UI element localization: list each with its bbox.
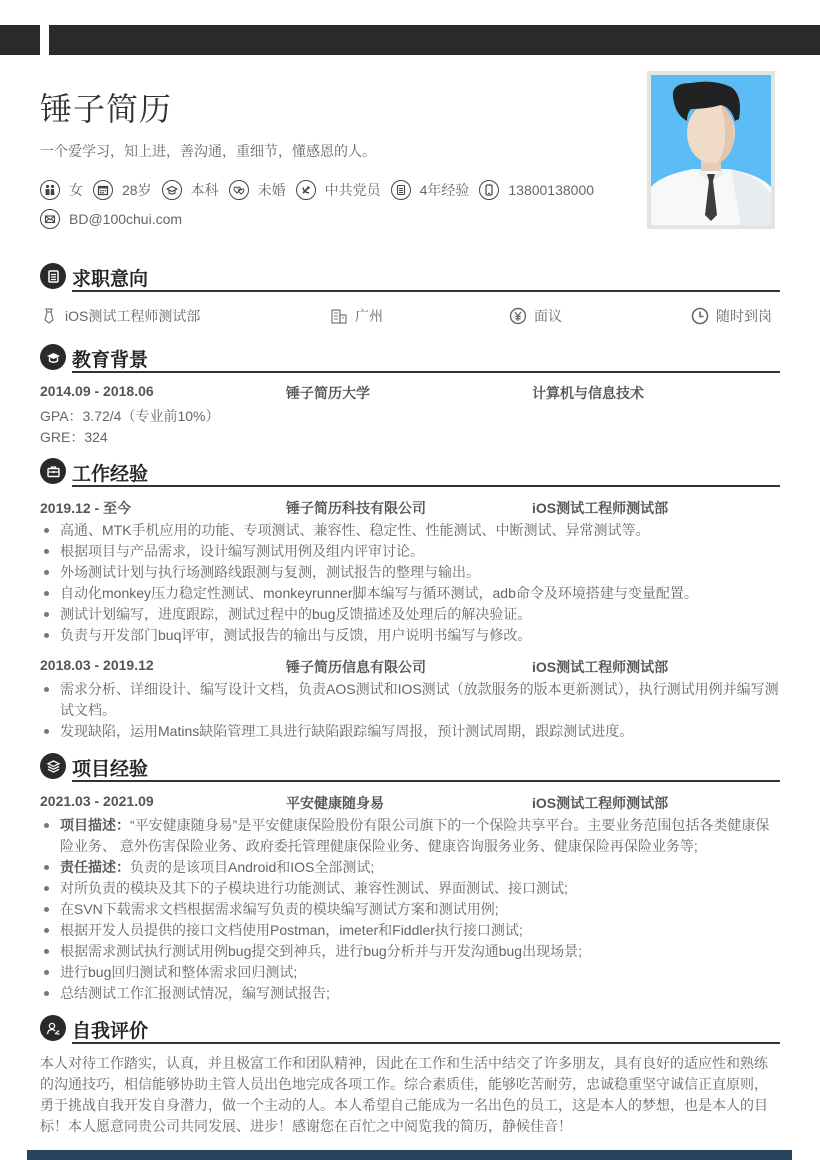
info-age (93, 180, 152, 200)
intent-availability-value: 随时到岗 (716, 308, 772, 324)
project-entry-header (40, 793, 780, 813)
project-bullets (40, 815, 780, 1004)
project-description (40, 815, 780, 857)
intent-city-value: 广州 (355, 308, 383, 324)
building-icon (330, 307, 348, 325)
education-gre: GRE：324 (40, 429, 108, 445)
yen-icon (509, 307, 527, 325)
project-period: 2021.03 - 2021.09 (40, 793, 154, 809)
info-marital (229, 180, 286, 200)
info-experience (391, 180, 470, 200)
section-intent (40, 263, 780, 291)
person-icon (40, 1015, 66, 1041)
marital-value: 未婚 (257, 182, 286, 198)
tie-icon (40, 307, 58, 325)
gender-value: 女 (69, 182, 83, 198)
work-company: 锤子简历信息有限公司 (286, 659, 426, 675)
info-party (296, 180, 381, 200)
section-title: 求职意向 (72, 269, 149, 290)
experience-value: 4年经验 (419, 182, 470, 198)
job-intent-row (40, 306, 780, 328)
section-divider (72, 485, 780, 487)
intent-city (330, 306, 383, 326)
description-label: 项目描述： (60, 817, 130, 833)
section-divider (72, 371, 780, 373)
briefcase-icon (40, 458, 66, 484)
list-item: 测试计划编写，进度跟踪，测试过程中的bug反馈描述及处理后的解决验证。 (40, 604, 780, 625)
info-phone (479, 180, 594, 200)
graduation-cap-icon (40, 344, 66, 370)
basic-info-row (40, 180, 604, 200)
hearts-icon (229, 180, 249, 200)
education-school: 锤子简历大学 (286, 385, 370, 401)
layers-icon (40, 753, 66, 779)
footer-bar (27, 1150, 792, 1160)
calendar-icon (93, 180, 113, 200)
resume-name: 锤子简历 (40, 91, 173, 127)
list-item: 需求分析、详细设计、编写设计文档，负责AOS测试和IOS测试（放款服务的版本更新测试），执行测试用例并编写测试文档。 (40, 679, 780, 721)
section-title: 教育背景 (72, 350, 149, 371)
party-value: 中共党员 (324, 182, 381, 198)
list-item: 对所负责的模块及其下的子模块进行功能测试、兼容性测试、界面测试、接口测试; (40, 878, 780, 899)
project-role: iOS测试工程师测试部 (532, 795, 669, 811)
work-entry-1-bullets (40, 520, 780, 646)
info-email (40, 209, 182, 229)
responsibility-text: 负责的是该项目Android和IOS全部测试; (130, 859, 375, 875)
info-gender (40, 180, 83, 200)
graduation-icon (162, 180, 182, 200)
intent-salary (509, 306, 562, 326)
section-divider (72, 290, 780, 292)
list-item: 根据需求测试执行测试用例bug提交到神兵，进行bug分析并与开发沟通bug出现场景; (40, 941, 780, 962)
intent-position-value: iOS测试工程师测试部 (65, 308, 201, 324)
work-entry-2-bullets (40, 679, 780, 742)
list-item: 总结测试工作汇报测试情况，编写测试报告; (40, 983, 780, 1004)
education-entry (40, 383, 780, 403)
phone-icon (479, 180, 499, 200)
age-value: 28岁 (122, 182, 152, 198)
list-item: 外场测试计划与执行场测路线跟测与复测，测试报告的整理与输出。 (40, 562, 780, 583)
work-role: iOS测试工程师测试部 (532, 500, 669, 516)
intent-availability (691, 306, 772, 326)
list-item: 高通、MTK手机应用的功能、专项测试、兼容性、稳定性、性能测试、中断测试、异常测试等。 (40, 520, 780, 541)
section-divider (72, 780, 780, 782)
self-evaluation-text: 本人对待工作踏实，认真，并且极富工作和团队精神，因此在工作和生活中结交了许多朋友，具有良好的适应性和熟练的沟通技巧，相信能够协助主管人员出色地完成各项工作。综合素质佳，能够吃苦耐劳，忠诚稳重坚守诚信正直原则，勇于挑战自我开发自身潜力，做一个主动的人。本人希望自己能成为一名出色的员工，这是本人的梦想，也是本人的目标！本人愿意同贵公司共同发展、进步！感谢您在百忙之中阅览我的简历，静候佳音！ (40, 1055, 768, 1134)
work-role: iOS测试工程师测试部 (532, 659, 669, 675)
education-value: 本科 (190, 182, 219, 198)
gender-icon (40, 180, 60, 200)
avatar-photo (651, 75, 771, 225)
mail-icon (40, 209, 60, 229)
list-item: 根据开发人员提供的接口文档使用Postman，imeter和Fiddler执行接口测试; (40, 920, 780, 941)
project-name: 平安健康随身易 (286, 795, 384, 811)
list-item: 发现缺陷，运用Matins缺陷管理工具进行缺陷跟踪编写周报，预计测试周期，跟踪测试进度。 (40, 721, 780, 742)
section-divider (72, 1042, 780, 1044)
document-icon (391, 180, 411, 200)
work-period: 2018.03 - 2019.12 (40, 657, 154, 673)
list-item: 进行bug回归测试和整体需求回归测试; (40, 962, 780, 983)
header-bar-left (0, 25, 40, 55)
section-title: 工作经验 (72, 464, 149, 485)
intent-salary-value: 面议 (534, 308, 562, 324)
section-self-evaluation (40, 1015, 780, 1043)
section-work (40, 458, 780, 486)
profile-photo (647, 71, 775, 229)
education-period: 2014.09 - 2018.06 (40, 383, 154, 399)
list-item: 自动化monkey压力稳定性测试、monkeyrunner脚本编写与循环测试，adb命令及环境搭建与变量配置。 (40, 583, 780, 604)
section-education (40, 344, 780, 372)
section-title: 自我评价 (72, 1021, 149, 1042)
clock-icon (691, 307, 709, 325)
work-period: 2019.12 - 至今 (40, 500, 132, 516)
email-row (40, 209, 192, 229)
clipboard-icon (40, 263, 66, 289)
info-education (162, 180, 219, 200)
list-item: 负责与开发部门buq评审，测试报告的输出与反馈，用户说明书编写与修改。 (40, 625, 780, 646)
motto: 一个爱学习，知上进，善沟通，重细节，懂感恩的人。 (40, 143, 376, 159)
email-value: BD@100chui.com (69, 211, 183, 227)
section-project (40, 753, 780, 781)
list-item: 根据项目与产品需求，设计编写测试用例及组内评审讨论。 (40, 541, 780, 562)
responsibility-label: 责任描述： (60, 859, 130, 875)
party-icon (296, 180, 316, 200)
description-text: “平安健康随身易”是平安健康保险股份有限公司旗下的一个保险共享平台。主要业务范围包括各类健康保险业务、 意外伤害保险业务、政府委托管理健康保险业务、健康咨询服务业务、健康保险再保险业务等; (60, 817, 770, 854)
work-entry-2-header (40, 657, 780, 677)
section-title: 项目经验 (72, 759, 149, 780)
work-entry-1-header (40, 498, 780, 518)
education-gpa: GPA：3.72/4（专业前10%） (40, 408, 220, 424)
list-item: 在SVN下载需求文档根据需求编写负责的模块编写测试方案和测试用例; (40, 899, 780, 920)
education-major: 计算机与信息技术 (532, 385, 644, 401)
work-company: 锤子简历科技有限公司 (286, 500, 426, 516)
project-responsibility (40, 857, 780, 878)
header-bar-right (49, 25, 820, 55)
phone-value: 13800138000 (508, 182, 595, 198)
intent-position (40, 306, 200, 326)
